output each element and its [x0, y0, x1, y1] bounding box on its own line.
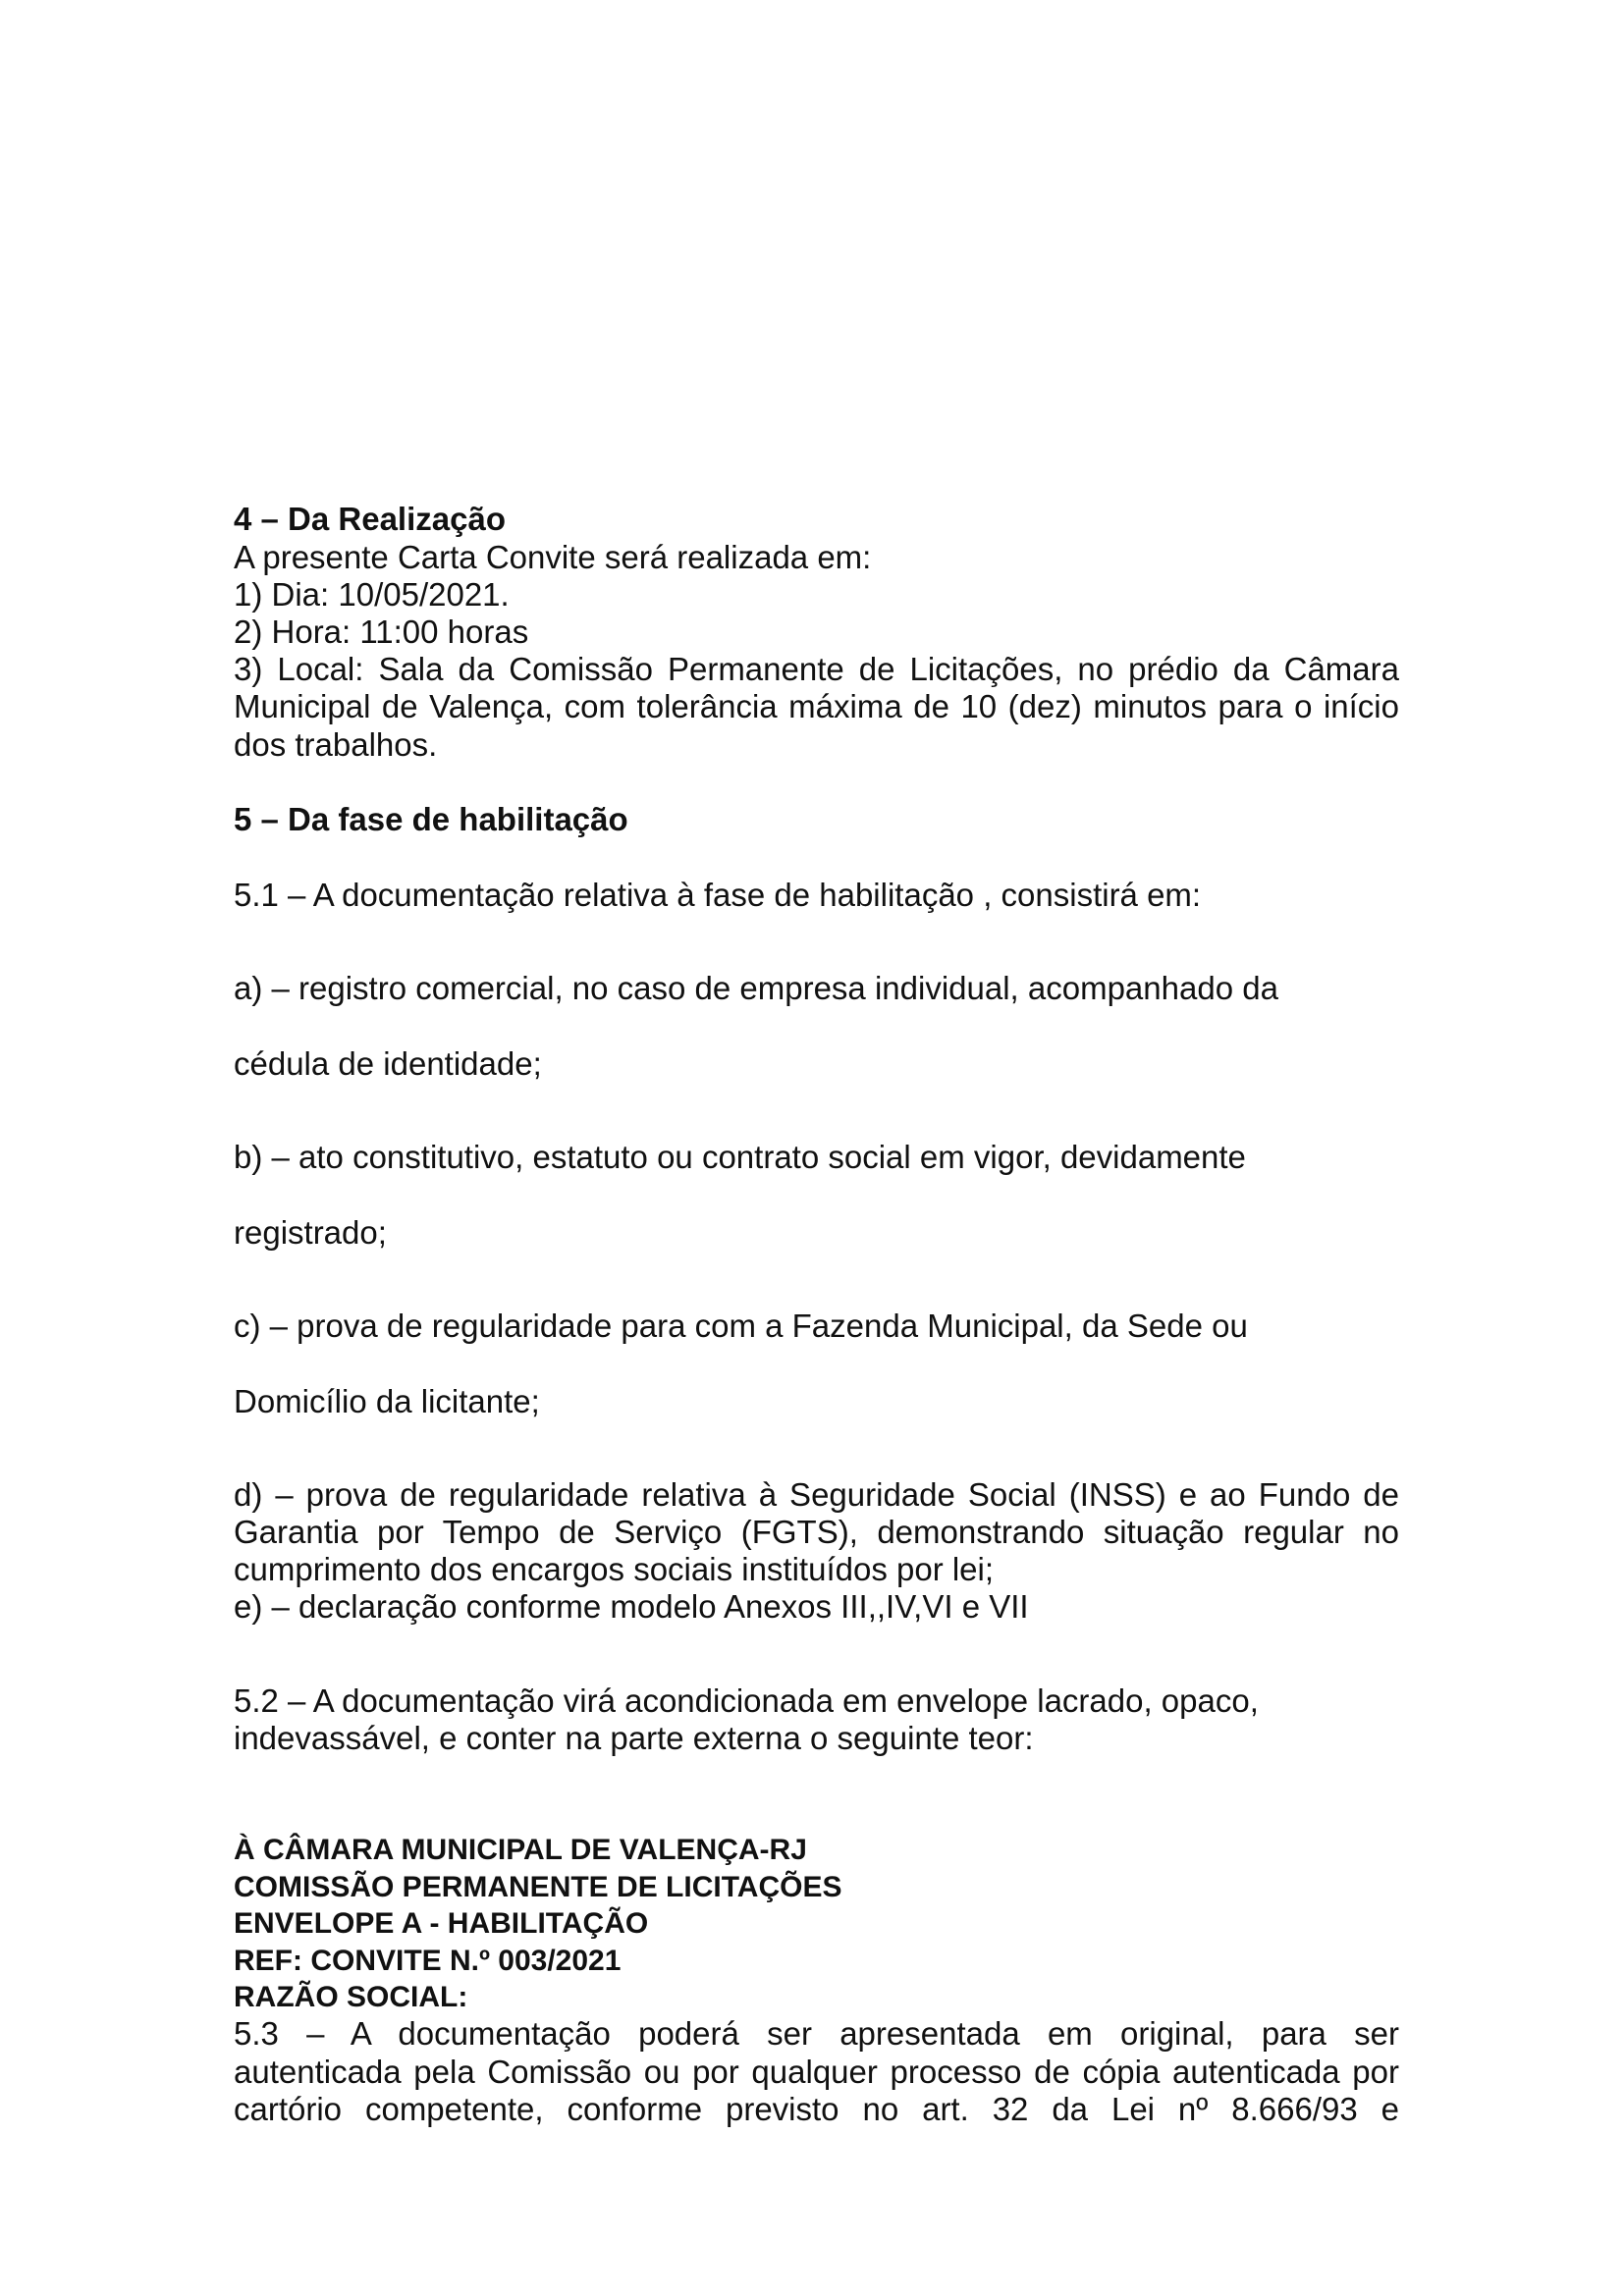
item-d-line-2: Garantia por Tempo de Serviço (FGTS), demonstrando situação regular no: [234, 1514, 1399, 1550]
item-a-line-1: a) – registro comercial, no caso de empresa individual, acompanhado da: [234, 970, 1278, 1006]
item-c-line-1: c) – prova de regularidade para com a Fazenda Municipal, da Sede ou: [234, 1308, 1248, 1344]
envelope-line-5: RAZÃO SOCIAL:: [234, 1981, 468, 2013]
item-5-3-line-3: cartório competente, conforme previsto no art. 32 da Lei nº 8.666/93 e: [234, 2091, 1399, 2127]
realization-local-line-2: Municipal de Valença, com tolerância máxima de 10 (dez) minutos para o início: [234, 688, 1399, 724]
realization-day: 1) Dia: 10/05/2021.: [234, 576, 510, 613]
item-a-line-2: cédula de identidade;: [234, 1045, 542, 1082]
realization-local-line-3: dos trabalhos.: [234, 726, 438, 763]
envelope-line-4: REF: CONVITE N.º 003/2021: [234, 1945, 622, 1977]
item-c-line-2: Domicílio da licitante;: [234, 1383, 540, 1419]
item-5-3-line-2: autenticada pela Comissão ou por qualquer processo de cópia autenticada por: [234, 2054, 1399, 2090]
item-b-line-1: b) – ato constitutivo, estatuto ou contrato social em vigor, devidamente: [234, 1139, 1246, 1175]
item-5-2-line-1: 5.2 – A documentação virá acondicionada em envelope lacrado, opaco,: [234, 1682, 1259, 1719]
item-e-line-1: e) – declaração conforme modelo Anexos III,,IV,VI e VII: [234, 1588, 1029, 1625]
item-b-line-2: registrado;: [234, 1214, 387, 1251]
envelope-line-2: COMISSÃO PERMANENTE DE LICITAÇÕES: [234, 1871, 842, 1903]
realization-local-line-1: 3) Local: Sala da Comissão Permanente de Licitações, no prédio da Câmara: [234, 651, 1399, 687]
item-5-3-line-1: 5.3 – A documentação poderá ser apresentada em original, para ser: [234, 2015, 1399, 2052]
item-d-line-1: d) – prova de regularidade relativa à Seguridade Social (INSS) e ao Fundo de: [234, 1476, 1399, 1513]
section-5-heading: 5 – Da fase de habilitação: [234, 801, 628, 837]
item-5-1: 5.1 – A documentação relativa à fase de habilitação , consistirá em:: [234, 877, 1202, 913]
realization-hour: 2) Hora: 11:00 horas: [234, 614, 529, 650]
section-4-heading: 4 – Da Realização: [234, 501, 506, 537]
section-4-intro: A presente Carta Convite será realizada em:: [234, 539, 872, 575]
envelope-line-1: À CÂMARA MUNICIPAL DE VALENÇA-RJ: [234, 1834, 807, 1866]
item-5-2-line-2: indevassável, e conter na parte externa o seguinte teor:: [234, 1720, 1034, 1756]
item-d-line-3: cumprimento dos encargos sociais instituídos por lei;: [234, 1551, 995, 1587]
envelope-line-3: ENVELOPE A - HABILITAÇÃO: [234, 1907, 649, 1940]
